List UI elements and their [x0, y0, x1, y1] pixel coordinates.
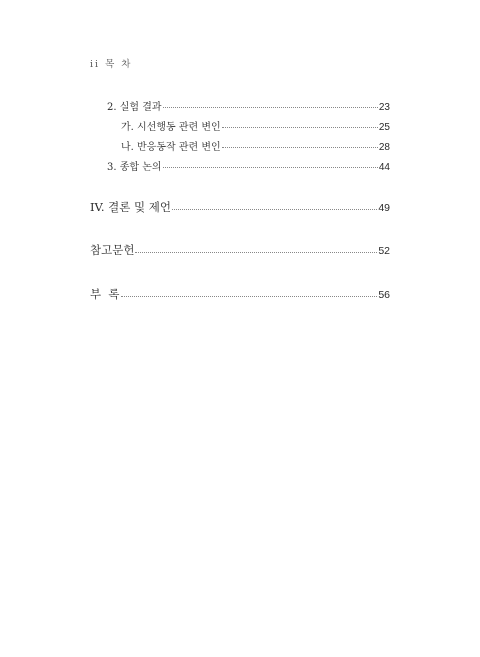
toc-entry-page: 25 [378, 122, 390, 133]
toc-entry-label: IV. 결론 및 제언 [90, 200, 172, 214]
toc-entry-page: 23 [378, 102, 390, 113]
toc-entry-page: 28 [378, 142, 390, 153]
toc-entry-section-2-na[interactable] [121, 138, 390, 153]
toc-entry-label: 나. 반응동작 관련 변인 [121, 142, 221, 153]
toc-entry-label: 가. 시선행동 관련 변인 [121, 122, 221, 133]
dot-leader [163, 167, 378, 168]
toc-entry-section-3[interactable] [107, 158, 390, 173]
toc-entry-page: 44 [378, 162, 390, 173]
dot-leader [222, 147, 378, 148]
dot-leader [172, 209, 377, 210]
toc-entry-section-2[interactable] [107, 98, 390, 113]
toc-entry-section-2-ga[interactable] [121, 118, 390, 133]
toc-entry-label: 3. 종합 논의 [107, 162, 162, 173]
toc-entry-chapter-4[interactable] [90, 199, 390, 215]
dot-leader [163, 107, 378, 108]
toc-entry-page: 52 [378, 245, 390, 257]
toc-entry-references[interactable] [90, 242, 390, 258]
dot-leader [121, 296, 378, 297]
running-header: ii 목 차 [90, 59, 133, 70]
toc-entry-label: 참고문헌 [90, 243, 135, 257]
toc-entry-label: 2. 실험 결과 [107, 102, 162, 113]
toc-entry-appendix[interactable] [90, 286, 390, 302]
toc-entry-label: 부 록 [90, 287, 120, 301]
dot-leader [135, 252, 377, 253]
toc-entry-page: 56 [378, 289, 390, 301]
toc-entry-page: 49 [378, 202, 390, 214]
dot-leader [222, 127, 378, 128]
